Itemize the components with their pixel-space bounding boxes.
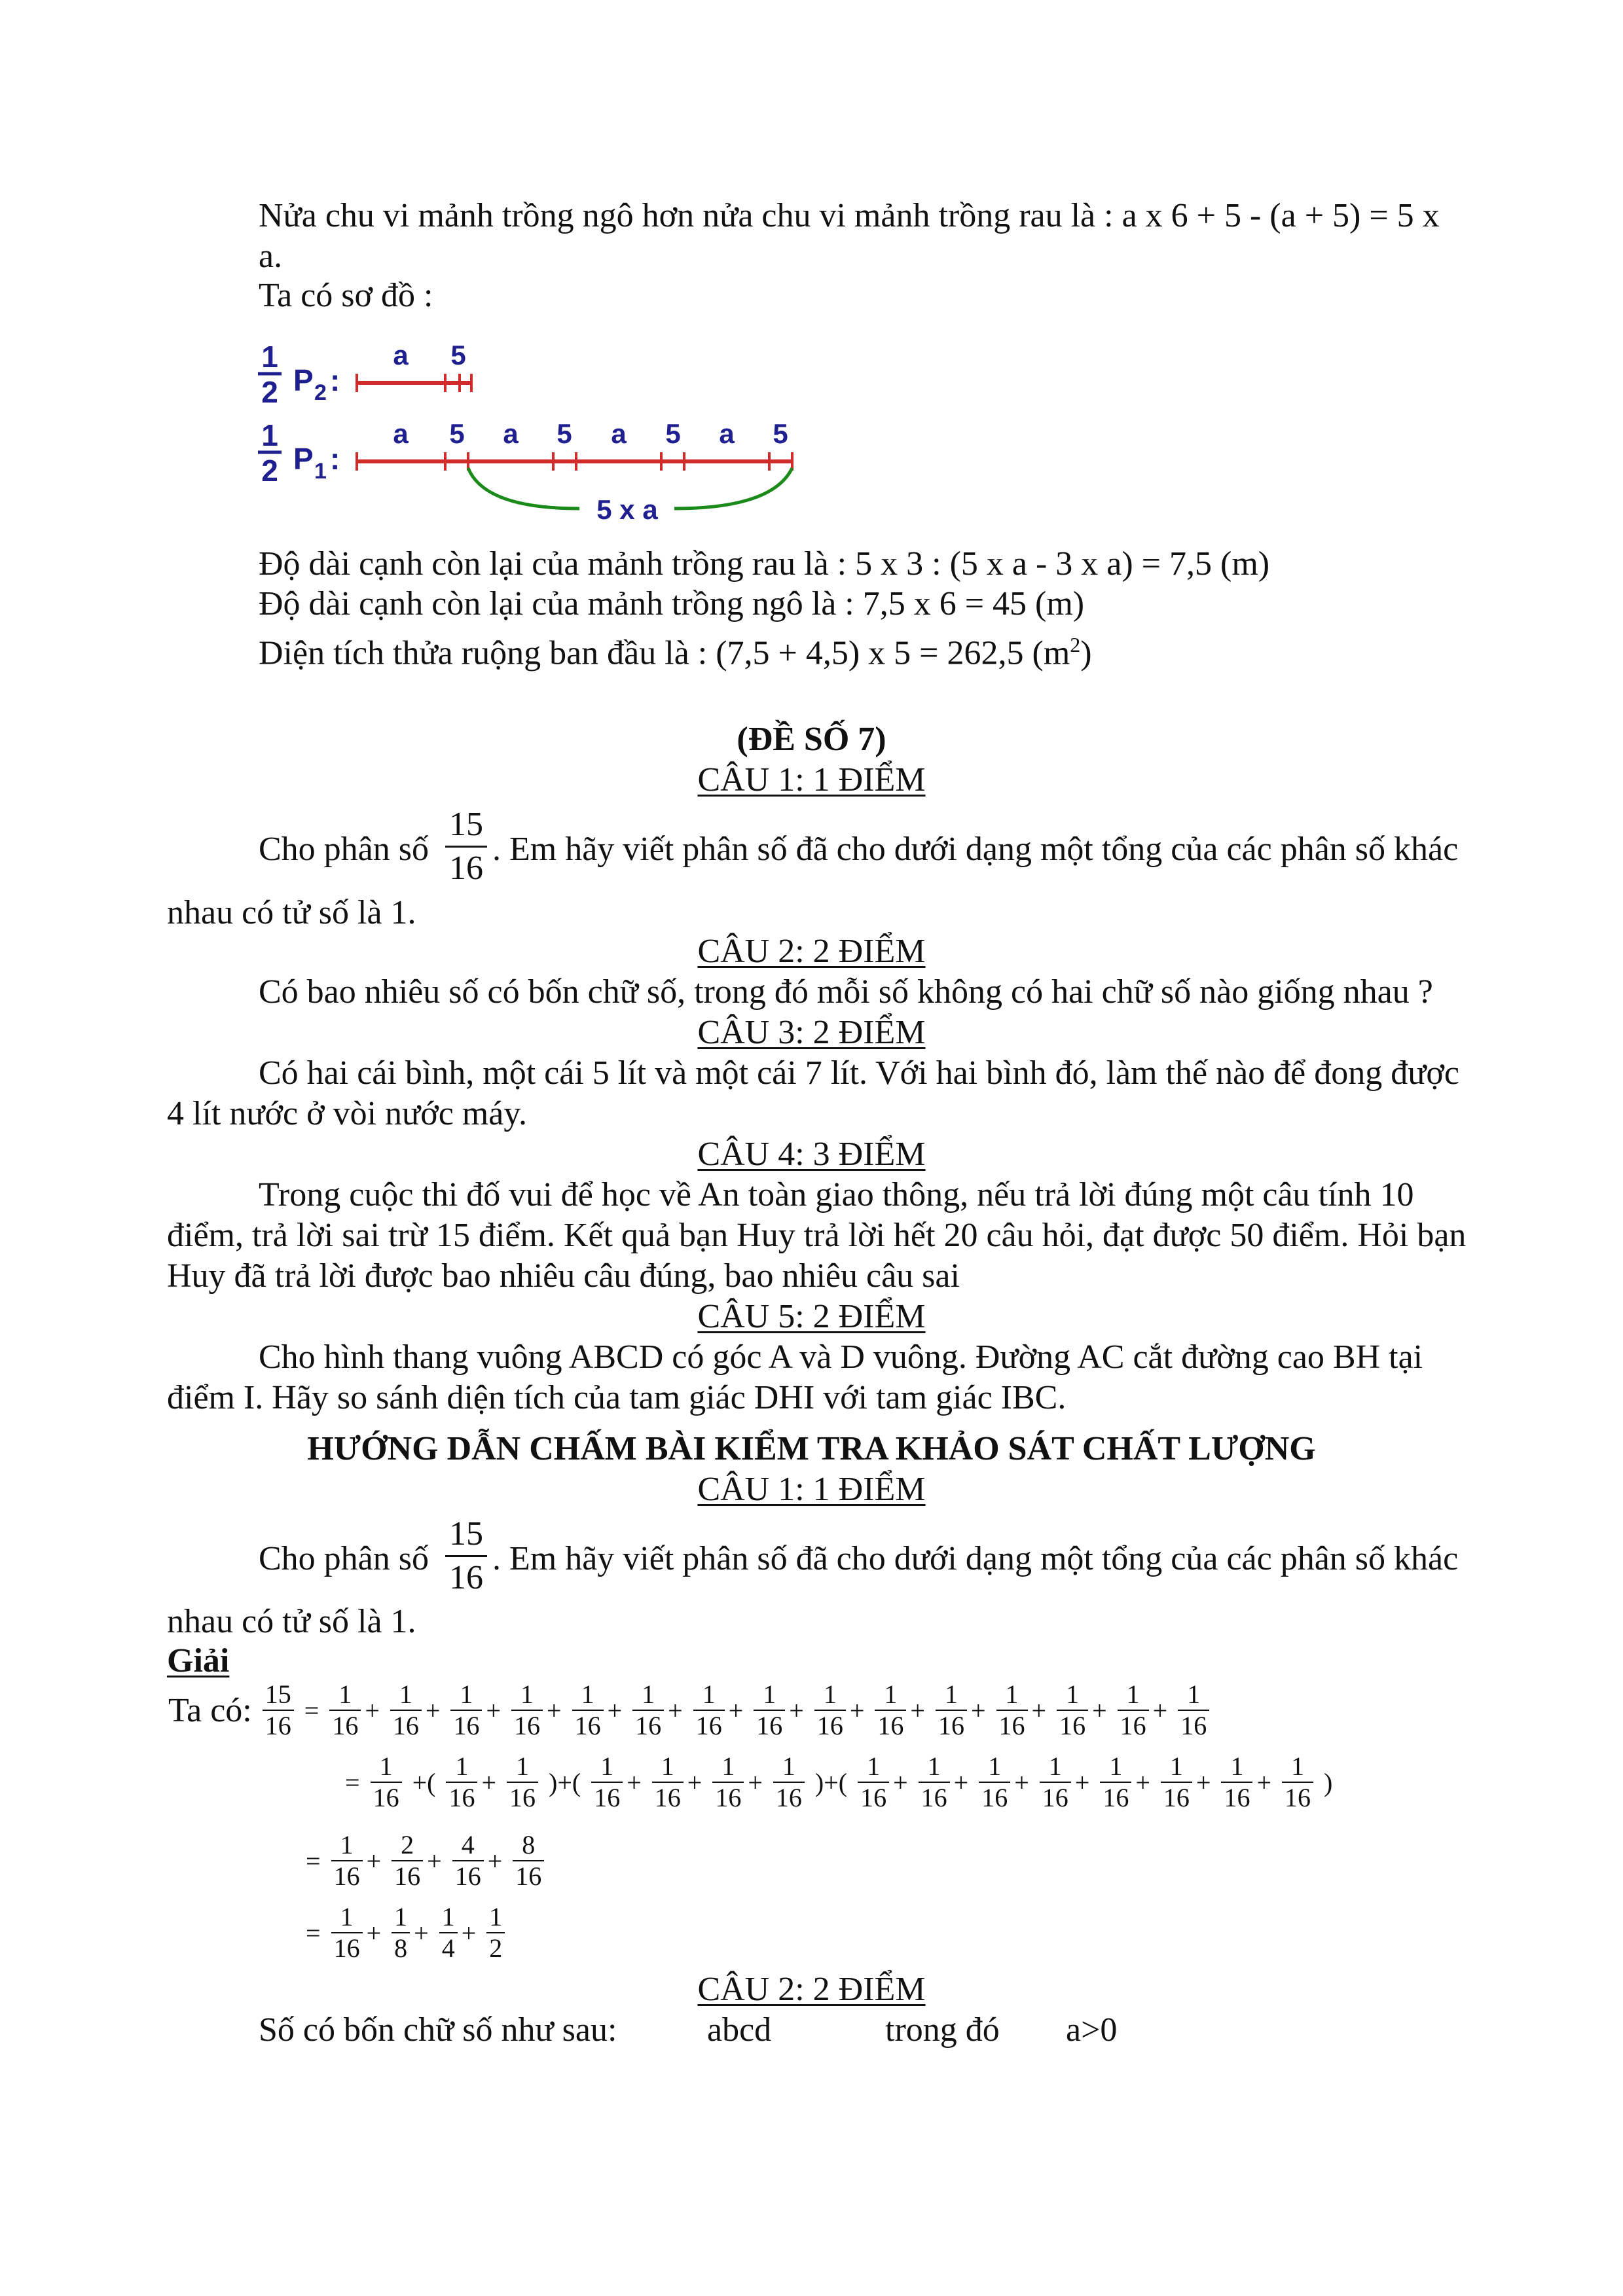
intro-line-1: Nửa chu vi mảnh trồng ngô hơn nửa chu vi mảnh trồng rau là : a x 6 + 5 - (a + 5) = 5 x — [259, 197, 1440, 234]
exam-q1-pre: Cho phân số — [259, 831, 429, 868]
guide-q2-trong: trong đó — [885, 2011, 1000, 2049]
p1-label: P — [293, 442, 314, 476]
exam-q1-post: . Em hãy viết phân số đã cho dưới dạng một tổng của các phân số khác — [492, 831, 1459, 868]
intro-line-2: a. — [259, 238, 283, 275]
p1-seg-5-4: 5 — [773, 418, 788, 449]
p1-seg-a-1: a — [393, 418, 409, 449]
exam-q4-line-1: Trong cuộc thi đố vui để học về An toàn giao thông, nếu trả lời đúng một câu tính 10 — [259, 1176, 1414, 1213]
p2-half-den: 2 — [261, 375, 278, 409]
guide-q2-abcd: abcd — [707, 2011, 772, 2049]
p1-seg-5-3: 5 — [665, 418, 681, 449]
guide-q1-pre: Cho phân số — [259, 1540, 429, 1577]
equation-line-4: = $\frac{1}{16}$ + $\frac{1}{8}$ + $\frac{1}{4}$ + $\frac{1}{2}$ — [304, 1902, 507, 1964]
exam-q4-line-3: Huy đã trả lời được bao nhiêu câu đúng, bao nhiêu câu sai — [167, 1257, 960, 1295]
calc-line-3: Diện tích thửa ruộng ban đầu là : (7,5 + 4,5) x 5 = 262,5 $(m^2)$ — [259, 633, 1092, 672]
calc-line-2: Độ dài cạnh còn lại của mảnh trồng ngô là : 7,5 x 6 = 45 (m) — [259, 585, 1085, 622]
p2-half-num: 1 — [261, 340, 278, 374]
p2-label: P — [293, 363, 314, 397]
guide-q2-heading: CÂU 2: 2 ĐIỂM — [697, 1971, 926, 2008]
exam-q1-fraction: 15 16 — [445, 806, 487, 887]
p1-seg-a-4: a — [719, 418, 735, 449]
intro-line-3: Ta có sơ đồ : — [259, 277, 433, 314]
segment-diagram — [249, 331, 825, 527]
p1-half-den: 2 — [261, 454, 278, 488]
equation-line-3: = $\frac{1}{16}$ + $\frac{2}{16}$ + $\frac{4}{16}$ + $\frac{8}{16}$ — [304, 1830, 547, 1892]
exam-q5-heading: CÂU 5: 2 ĐIỂM — [697, 1298, 926, 1335]
exam-q5-line-1: Cho hình thang vuông ABCD có góc A và D vuông. Đường AC cắt đường cao BH tại — [259, 1338, 1423, 1376]
exam-q3-line-1: Có hai cái bình, một cái 5 lít và một cái 7 lít. Với hai bình đó, làm thế nào để đong được — [259, 1054, 1459, 1092]
guide-title: HƯỚNG DẪN CHẤM BÀI KIỂM TRA KHẢO SÁT CHẤT LƯỢNG — [307, 1430, 1316, 1467]
calc-line-1: Độ dài cạnh còn lại của mảnh trồng rau là : 5 x 3 : (5 x a - 3 x a) = 7,5 (m) — [259, 545, 1270, 583]
exam-q5-line-2: điểm I. Hãy so sánh diện tích của tam giác DHI với tam giác IBC. — [167, 1379, 1067, 1416]
guide-q1-heading: CÂU 1: 1 ĐIỂM — [697, 1471, 926, 1508]
exam-q3-line-2: 4 lít nước ở vòi nước máy. — [167, 1095, 527, 1132]
exam-q3-heading: CÂU 3: 2 ĐIỂM — [697, 1014, 926, 1051]
guide-q1-post: . Em hãy viết phân số đã cho dưới dạng một tổng của các phân số khác — [492, 1540, 1459, 1577]
p2-seg-a: a — [393, 340, 409, 370]
p1-seg-a-2: a — [503, 418, 519, 449]
exam-title: (ĐỀ SỐ 7) — [737, 721, 886, 758]
guide-q2-cond: a>0 — [1066, 2011, 1118, 2049]
exam-q2-heading: CÂU 2: 2 ĐIỂM — [697, 933, 926, 970]
brace-label: 5 x a — [596, 494, 658, 525]
guide-q2-pre: Số có bốn chữ số như sau: — [259, 2011, 617, 2049]
exam-q4-line-2: điểm, trả lời sai trừ 15 điểm. Kết quả bạn Huy trả lời hết 20 câu hỏi, đạt được 50 điểm. Hỏi bạn — [167, 1217, 1467, 1254]
p1-seg-5-2: 5 — [556, 418, 572, 449]
exam-q1-heading: CÂU 1: 1 ĐIỂM — [697, 761, 926, 798]
equation-line-1: Ta có: $\frac{15}{16}$ = $\frac{1}{16}$ + $\frac{1}{16}$ + $\frac{1}{16}$ + $\frac{1}{16}$ + $\frac{1}{16}$ + $\frac{1}{16}$ + $\frac{1}{16}$ + $\frac{1}{16}$ + $\frac{1}{16}$ + $\frac{1}{16}$ + $\frac{1}{16}$ + $\frac{1}{16}$ + $\frac{1}{16}$ + $\frac{1}{16}$ + $\frac{1}{16}$ — [167, 1679, 1212, 1741]
p1-seg-5-1: 5 — [449, 418, 465, 449]
p1-colon: : — [330, 442, 340, 476]
guide-q1-cont: nhau có tử số là 1. — [167, 1603, 416, 1640]
p2-sub: 2 — [314, 380, 327, 405]
equation-line-2: = $\frac{1}{16}$ +( $\frac{1}{16}$ + $\frac{1}{16}$ )+( $\frac{1}{16}$ + $\frac{1}{16}$ + $\frac{1}{16}$ + $\frac{1}{16}$ )+( $\frac{1}{16}$ + $\frac{1}{16}$ + $\frac{1}{16}$ + $\frac{1}{16}$ + $\frac{1}{16}$ + $\frac{1}{16}$ + $\frac{1}{16}$ + $\frac{1}{16}$ ) — [345, 1751, 1333, 1812]
exam-q2-text: Có bao nhiêu số có bốn chữ số, trong đó mỗi số không có hai chữ số nào giống nhau ? — [259, 973, 1433, 1011]
p1-seg-a-3: a — [611, 418, 627, 449]
brace-arc — [468, 468, 579, 509]
solution-label: Giải — [167, 1642, 230, 1679]
exam-q4-heading: CÂU 4: 3 ĐIỂM — [697, 1136, 926, 1173]
p1-half-num: 1 — [261, 418, 278, 452]
p2-seg-5: 5 — [450, 340, 466, 370]
p2-colon: : — [330, 363, 340, 397]
p1-sub: 1 — [314, 459, 327, 484]
guide-q1-fraction: 15 16 — [445, 1516, 487, 1596]
exam-q1-cont: nhau có tử số là 1. — [167, 894, 416, 931]
